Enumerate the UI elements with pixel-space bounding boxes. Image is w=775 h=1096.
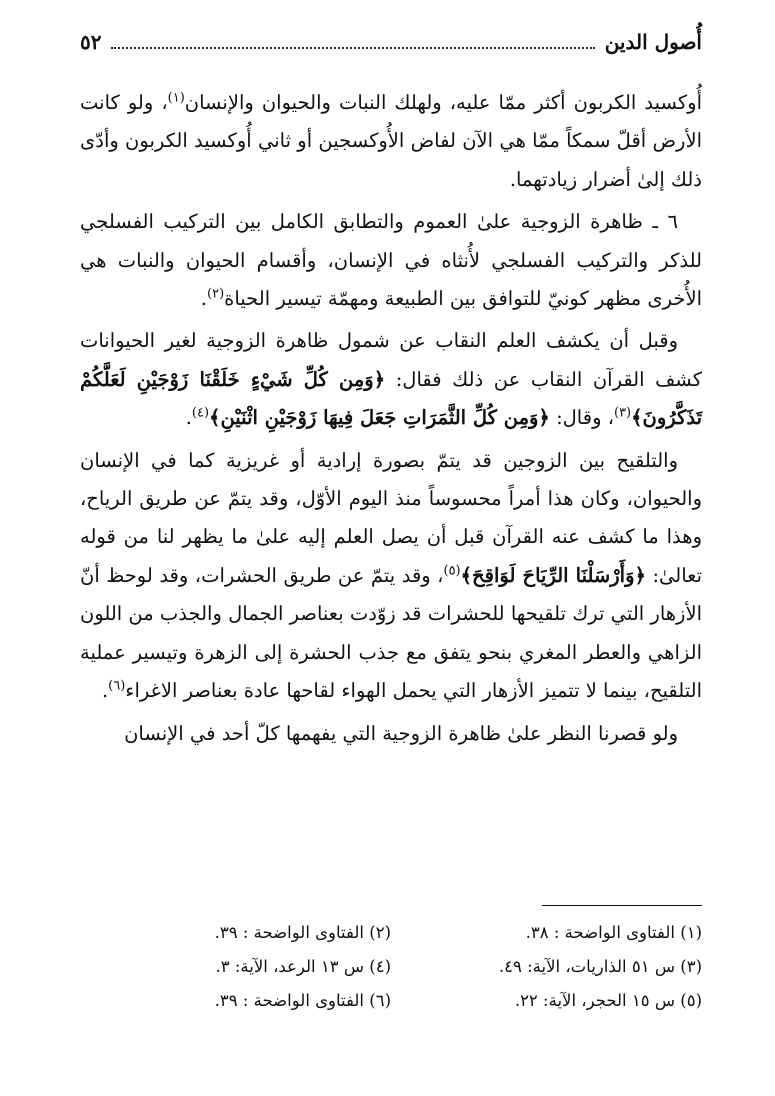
running-header: [80, 30, 702, 60]
quran-verse: ﴿وَأَرْسَلْنَا الرِّيَاحَ لَوَاقِحَ﴾: [460, 563, 646, 587]
footnote-ref: (٥): [443, 563, 461, 579]
page: [80, 30, 702, 757]
book-title: أُصول الدين: [604, 30, 702, 54]
paragraph-text: .: [101, 679, 109, 703]
paragraph-text: ، وقال:: [549, 406, 614, 430]
paragraph: [80, 84, 702, 199]
footnote-6: (٦) الفتاوى الواضحة : ٣٩.: [214, 991, 391, 1010]
footnote-ref: (٤): [191, 405, 210, 421]
paragraph: [80, 203, 702, 318]
footnote-list: [80, 922, 702, 1012]
footnote-2: (٢) الفتاوى الواضحة : ٣٩.: [214, 923, 391, 942]
paragraph-text: ولو قصرنا النظر علىٰ ظاهرة الزوجية التي يفهمها كلّ أحد في الإنسان: [124, 721, 678, 745]
footnote-4: (٤) س ١٣ الرعد، الآية: ٣.: [215, 957, 391, 976]
paragraph-text: والتلقيح بين الزوجين قد يتمّ بصورة إرادية أو غريزية كما في الإنسان والحيوان، وكان هذا أمراً محسوساً منذ اليوم الأوّل، وقد يتمّ عن طريق الرياح، وهذا ما كشف عنه القرآن قبل أن يصل العلم إليه علىٰ ما يظهر لنا من قوله تعالىٰ:: [80, 448, 702, 587]
page-number: ٥٢: [80, 30, 102, 54]
paragraph-text: ، وقد يتمّ عن طريق الحشرات، وقد لوحظ أنّ الأزهار التي ترك تلقيحها للحشرات قد زوّدت بعناصر الجمال والجذب من اللون الزاهي والعطر المغري بنحو يتفق مع جذب الحشرة إلى الزهرة وتيسير عملية التلقيح، بينما لا تتميز الأزهار التي يحمل الهواء لقاحها عادة بعناصر الاغراء: [80, 563, 702, 703]
paragraph-text: .: [185, 406, 192, 430]
paragraph-text: .: [200, 287, 207, 311]
paragraph-text: وقبل أن يكشف العلم النقاب عن شمول ظاهرة الزوجية لغير الحيوانات كشف القرآن النقاب عن ذلك فقال:: [80, 329, 702, 391]
body-text: [80, 84, 702, 753]
footnote-ref: (٦): [108, 678, 126, 694]
footnote-3: (٣) س ٥١ الذاريات، الآية: ٤٩.: [498, 957, 702, 976]
quran-verse: ﴿وَمِن كُلِّ الثَّمَرَاتِ جَعَلَ فِيهَا زَوْجَيْنِ اثْنَيْنِ﴾: [209, 406, 550, 430]
paragraph-text: ٦ ـ ظاهرة الزوجية علىٰ العموم والتطابق الكامل بين التركيب الفسلجي للذكر والتركيب الفسلجي لأُنثاه في الإنسان، وأقسام الحيوان والنبات هي الأُخرى مظهر كونيّ للتوافق بين الطبيعة ومهمّة تيسير الحياة: [80, 210, 702, 311]
footnotes: [80, 905, 702, 1012]
footnote-ref: (٢): [207, 286, 225, 302]
footnote-5: (٥) س ١٥ الحجر، الآية: ٢٢.: [514, 991, 702, 1010]
paragraph: [80, 442, 702, 711]
paragraph: [80, 715, 702, 753]
paragraph: [80, 322, 702, 437]
footnote-1: (١) الفتاوى الواضحة : ٣٨.: [525, 923, 702, 942]
footnote-ref: (١): [167, 90, 185, 106]
paragraph-text: أُوكسيد الكربون أكثر ممّا عليه، ولهلك النبات والحيوان والإنسان: [184, 91, 702, 114]
footnote-separator: [542, 905, 702, 906]
quran-verse: ﴿وَمِن كُلِّ شَيْءٍ خَلَقْنَا زَوْجَيْنِ لَعَلَّكُمْ تَذَكَّرُونَ﴾: [80, 367, 702, 430]
header-dot-leader: [111, 46, 594, 49]
footnote-ref: (٣): [613, 405, 632, 421]
paragraph-text: ، ولو كانت الأرض أقلّ سمكاً ممّا هي الآن لفاض الأُوكسجين أو ثاني أُوكسيد الكربون وأدّى ذلك إلىٰ أضرار زيادتهما.: [80, 91, 702, 191]
